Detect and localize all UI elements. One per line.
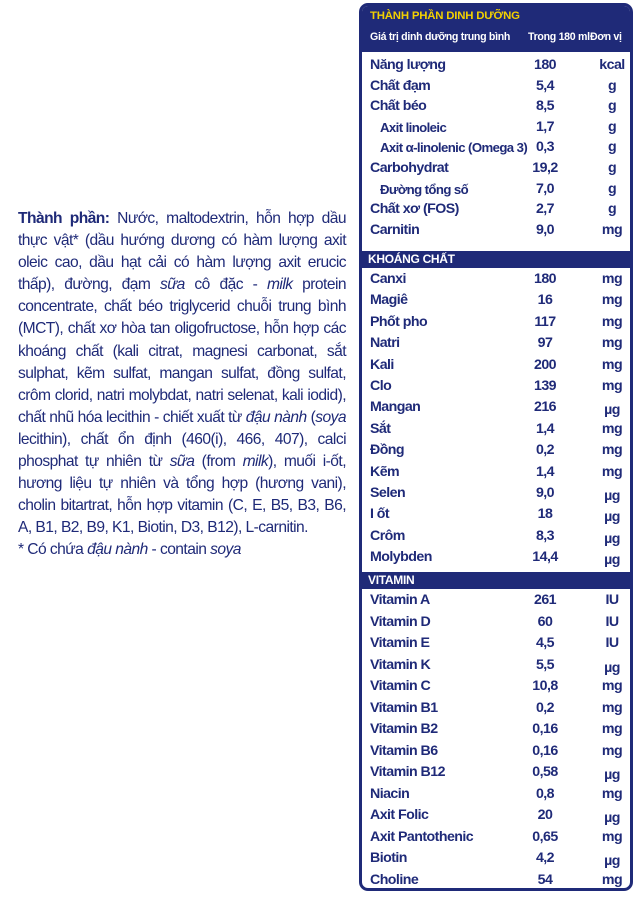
ingredients-italic: sữa: [160, 276, 185, 294]
nutrient-row: [362, 870, 630, 891]
nutrient-row: [362, 76, 630, 97]
nutrient-row: [362, 762, 630, 783]
nutrient-row: [362, 784, 630, 805]
nutrient-unit: mg: [601, 699, 623, 716]
ingredients-italic: milk: [242, 453, 269, 471]
nutrient-value: 0,2: [535, 442, 555, 459]
nutrient-value: 180: [533, 57, 557, 73]
nutrient-row: [362, 312, 630, 333]
ingredients-text-part: cô đặc -: [184, 276, 267, 294]
nutrient-name: Chất đạm: [370, 77, 431, 94]
allergen-note-italic: soya: [210, 541, 241, 559]
nutrient-unit: mg: [601, 335, 623, 352]
nutrient-name: Selen: [370, 485, 406, 501]
nutrient-unit: µg: [604, 488, 620, 504]
nutrient-name: Carnitin: [370, 221, 420, 238]
nutrient-unit: µg: [604, 767, 620, 783]
nutrient-value: 8,5: [535, 98, 555, 115]
nutrient-value: 4,2: [535, 850, 555, 866]
section-header: [362, 572, 630, 589]
nutrient-unit: µg: [604, 402, 620, 419]
nutrient-value: 1,4: [535, 463, 555, 480]
nutrient-name: Sắt: [370, 420, 391, 437]
nutrient-name: Vitamin B2: [370, 721, 438, 737]
nutrient-unit: mg: [601, 678, 623, 694]
nutrient-row: [362, 440, 630, 461]
nutrient-unit: µg: [604, 659, 620, 676]
nutrient-name: Đường tổng số: [380, 181, 469, 197]
nutrient-value: 9,0: [535, 485, 555, 501]
nutrient-name: Molybden: [370, 549, 432, 566]
nutrient-unit: µg: [604, 810, 620, 826]
nutrient-row: [362, 137, 630, 158]
nutrient-row: [362, 333, 630, 354]
nutrient-name: Vitamin D: [370, 613, 431, 630]
nutrient-name: Vitamin B1: [370, 699, 438, 716]
ingredients-italic: đậu nành: [245, 408, 307, 426]
ingredients-paragraph: [18, 208, 346, 539]
nutrient-row: [362, 290, 630, 311]
ingredients-text-part: protein concentrate, chất béo triglycerid chuỗi trung bình (MCT), chất xơ hòa tan oligofructose, hỗn hợp các khoáng chất (kali citrat, magnesi carbonat, sắt sulphat, kẽm sulfat, mangan sulfat, đồng sulfat, crôm clorid, natri molybdat, natri selenat, kali iodid), chất nhũ hóa lecithin - chiết xuất từ: [18, 276, 346, 426]
nutrient-unit: mg: [601, 871, 623, 888]
nutrient-unit: µg: [604, 530, 620, 547]
nutrient-value: 0,8: [535, 785, 555, 802]
nutrient-name: Vitamin B12: [370, 764, 445, 780]
nutrient-value: 60: [537, 613, 553, 630]
section-header: [362, 251, 630, 268]
ingredients-text: [18, 208, 346, 562]
nutrient-row: [362, 55, 630, 76]
nutrient-name: Axit Pantothenic: [370, 828, 474, 845]
nutrient-unit: µg: [604, 552, 620, 569]
nutrient-value: 0,16: [532, 742, 558, 759]
nutrient-name: Vitamin B6: [370, 742, 438, 759]
nutrient-value: 18: [537, 506, 553, 523]
nutrient-unit: g: [607, 139, 617, 156]
nutrient-row: [362, 741, 630, 762]
ingredients-text-part: Nước, maltodextrin, hỗn hợp dầu thực vật* (dầu hướng dương có hàm lượng axit oleic cao, dầu hạt cải có hàm lượng axit erucic thấp), đường, đạm: [18, 210, 346, 294]
nutrient-value: 261: [533, 592, 557, 608]
nutrient-value: 180: [533, 271, 557, 287]
nutrient-value: 14,4: [532, 549, 558, 566]
nutrient-unit: IU: [605, 613, 619, 630]
nutrition-panel-title: THÀNH PHẦN DINH DƯỠNG: [370, 10, 520, 22]
ingredients-text-part: lecithin), chất ổn định (460(i), 466, 407), calci phosphat tự nhiên từ: [18, 430, 346, 471]
nutrient-row: [362, 269, 630, 290]
ingredients-italic: milk: [266, 276, 293, 294]
nutrient-unit: mg: [601, 378, 623, 394]
nutrient-unit: g: [607, 118, 617, 135]
nutrient-unit: g: [607, 160, 617, 176]
nutrient-value: 1,7: [535, 118, 555, 135]
nutrient-name: Biotin: [370, 850, 407, 866]
nutrient-name: Năng lượng: [370, 57, 446, 73]
nutrient-value: 20: [537, 807, 553, 823]
nutrient-row: [362, 698, 630, 719]
nutrient-name: Đồng: [370, 442, 405, 459]
nutrient-value: 97: [537, 335, 553, 352]
nutrient-row: [362, 612, 630, 633]
nutrient-row: [362, 590, 630, 611]
nutrient-name: Vitamin K: [370, 656, 431, 673]
nutrient-unit: g: [607, 180, 617, 197]
ingredients-text-part: (from: [194, 453, 243, 471]
nutrient-value: 1,4: [535, 420, 555, 437]
nutrient-name: Mangan: [370, 399, 421, 416]
nutrient-value: 10,8: [532, 678, 558, 694]
nutrient-unit: mg: [601, 742, 623, 759]
ingredients-italic: sữa: [169, 453, 195, 471]
nutrient-row: [362, 827, 630, 848]
nutrient-value: 2,7: [535, 201, 555, 218]
nutrient-row: [362, 526, 630, 547]
ingredients-italic: soya: [315, 408, 346, 426]
nutrient-row: [362, 719, 630, 740]
nutrient-name: Choline: [370, 871, 419, 888]
nutrient-name: Natri: [370, 335, 400, 352]
nutrition-panel-header: [362, 6, 630, 52]
allergen-note: [18, 539, 346, 561]
nutrient-unit: g: [607, 98, 617, 115]
nutrient-row: [362, 483, 630, 504]
nutrient-name: Axit α-linolenic (Omega 3): [380, 140, 528, 156]
nutrient-unit: IU: [605, 592, 619, 608]
nutrient-value: 0,65: [532, 828, 558, 845]
nutrient-name: Axit Folic: [370, 807, 429, 823]
nutrient-name: Clo: [370, 378, 392, 394]
ingredients-text-part: ), muối i-ốt, hương liệu tự nhiên và tổng hợp (hương vani), cholin bitartrat, hỗn hợp vitamin (C, E, B5, B3, B6, A, B1, B2, B9, K1, Biotin, D3, B12), L-carnitin.: [18, 453, 346, 537]
nutrient-row: [362, 848, 630, 869]
nutrient-name: Axit linoleic: [380, 119, 447, 135]
nutrient-unit: µg: [604, 509, 620, 526]
nutrient-name: Kẽm: [370, 463, 400, 480]
nutrient-name: Vitamin E: [370, 635, 430, 651]
nutrient-name: Niacin: [370, 785, 410, 802]
nutrient-name: I ốt: [370, 506, 390, 523]
nutrient-value: 9,0: [535, 221, 555, 238]
nutrient-unit: mg: [601, 356, 623, 373]
nutrient-value: 0,16: [532, 721, 558, 737]
section-title: VITAMIN: [368, 573, 415, 587]
allergen-note-part: - contain: [147, 541, 211, 559]
nutrient-row: [362, 220, 630, 241]
nutrient-unit: mg: [601, 292, 623, 309]
nutrient-row: [362, 655, 630, 676]
nutrient-unit: g: [607, 201, 617, 218]
nutrient-row: [362, 179, 630, 200]
nutrient-name: Magiê: [370, 292, 408, 309]
nutrient-value: 5,5: [535, 656, 555, 673]
nutrient-value: 16: [537, 292, 553, 309]
nutrient-row: [362, 397, 630, 418]
nutrient-row: [362, 158, 630, 179]
nutrient-name: Vitamin A: [370, 592, 430, 608]
nutrient-value: 0,2: [535, 699, 555, 716]
nutrient-value: 200: [533, 356, 557, 373]
nutrient-unit: µg: [604, 853, 620, 869]
allergen-note-part: * Có chứa: [18, 541, 88, 559]
ingredients-label: Thành phần:: [18, 210, 110, 227]
nutrient-unit: g: [607, 77, 617, 94]
nutrient-value: 4,5: [535, 635, 555, 651]
nutrient-name: Canxi: [370, 271, 406, 287]
nutrient-name: Chất xơ (FOS): [370, 201, 459, 218]
nutrient-row: [362, 547, 630, 568]
nutrient-row: [362, 419, 630, 440]
nutrient-row: [362, 376, 630, 397]
column-header-unit: Đơn vị: [590, 31, 622, 43]
nutrient-unit: mg: [601, 721, 623, 737]
nutrient-value: 19,2: [532, 160, 558, 176]
nutrient-row: [362, 504, 630, 525]
nutrient-value: 54: [537, 871, 553, 888]
nutrient-unit: mg: [601, 785, 623, 802]
nutrient-value: 5,4: [535, 77, 555, 94]
nutrition-panel-subtitle: Giá trị dinh dưỡng trung bình: [370, 31, 511, 43]
nutrient-unit: mg: [601, 420, 623, 437]
nutrient-value: 139: [533, 378, 557, 394]
nutrient-name: Chất béo: [370, 98, 427, 115]
allergen-note-italic: đậu nành: [87, 541, 148, 559]
nutrient-row: [362, 462, 630, 483]
nutrient-row: [362, 199, 630, 220]
nutrient-unit: kcal: [599, 57, 625, 73]
nutrient-unit: mg: [601, 221, 623, 238]
nutrient-name: Kali: [370, 356, 394, 373]
nutrient-name: Vitamin C: [370, 678, 431, 694]
column-header-amount: Trong 180 ml: [528, 31, 590, 43]
nutrient-row: [362, 676, 630, 697]
nutrient-value: 0,3: [535, 139, 555, 156]
nutrient-value: 117: [534, 313, 556, 330]
nutrient-unit: mg: [601, 313, 623, 330]
nutrient-name: Carbohydrat: [370, 160, 449, 176]
nutrient-row: [362, 117, 630, 138]
nutrient-row: [362, 805, 630, 826]
nutrient-row: [362, 96, 630, 117]
section-title: KHOÁNG CHẤT: [368, 252, 455, 266]
nutrient-value: 8,3: [535, 527, 555, 544]
nutrient-value: 216: [533, 399, 557, 416]
nutrient-value: 7,0: [535, 180, 555, 197]
nutrient-unit: mg: [601, 463, 623, 480]
nutrient-unit: mg: [601, 442, 623, 459]
nutrient-name: Crôm: [370, 527, 405, 544]
nutrient-unit: mg: [601, 271, 623, 287]
nutrient-row: [362, 633, 630, 654]
nutrient-value: 0,58: [532, 764, 558, 780]
nutrition-panel: [359, 3, 633, 891]
nutrient-unit: IU: [605, 635, 619, 651]
nutrient-unit: mg: [601, 828, 623, 845]
nutrient-name: Phốt pho: [370, 313, 428, 330]
nutrient-row: [362, 355, 630, 376]
ingredients-text-part: (: [306, 408, 316, 426]
